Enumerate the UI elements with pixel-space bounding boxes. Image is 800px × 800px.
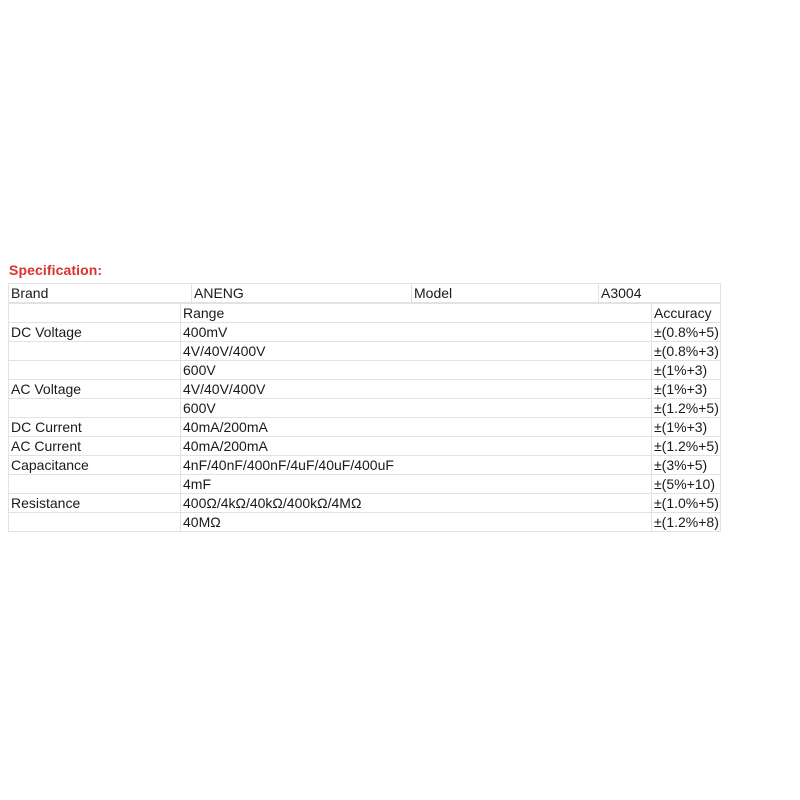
spec-header-row — [9, 304, 721, 323]
row-range: 600V — [181, 399, 652, 418]
row-accuracy: ±(3%+5) — [652, 456, 721, 475]
row-accuracy: ±(1.2%+8) — [652, 513, 721, 532]
model-value: A3004 — [599, 284, 721, 303]
header-range-label: Range — [181, 304, 652, 323]
row-accuracy: ±(0.8%+3) — [652, 342, 721, 361]
row-range: 400mV — [181, 323, 652, 342]
row-parameter — [9, 399, 181, 418]
row-range: 40mA/200mA — [181, 437, 652, 456]
row-parameter — [9, 475, 181, 494]
row-accuracy: ±(1.0%+5) — [652, 494, 721, 513]
row-accuracy: ±(1%+3) — [652, 418, 721, 437]
table-row — [9, 323, 721, 342]
row-accuracy: ±(1.2%+5) — [652, 399, 721, 418]
brand-label: Brand — [9, 284, 192, 303]
row-parameter: Capacitance — [9, 456, 181, 475]
row-parameter — [9, 361, 181, 380]
row-accuracy: ±(1%+3) — [652, 380, 721, 399]
row-parameter: AC Current — [9, 437, 181, 456]
header-accuracy-label: Accuracy — [652, 304, 721, 323]
row-range: 4V/40V/400V — [181, 342, 652, 361]
row-parameter: Resistance — [9, 494, 181, 513]
brand-value: ANENG — [192, 284, 412, 303]
table-row — [9, 475, 721, 494]
row-range: 4V/40V/400V — [181, 380, 652, 399]
row-range: 400Ω/4kΩ/40kΩ/400kΩ/4MΩ — [181, 494, 652, 513]
table-row — [9, 380, 721, 399]
row-parameter: DC Current — [9, 418, 181, 437]
table-row — [9, 456, 721, 475]
row-range: 4mF — [181, 475, 652, 494]
table-row — [9, 494, 721, 513]
table-row — [9, 342, 721, 361]
brand-model-table — [8, 283, 721, 303]
row-range: 4nF/40nF/400nF/4uF/40uF/400uF — [181, 456, 652, 475]
specification-table — [8, 303, 721, 532]
row-range: 600V — [181, 361, 652, 380]
table-row — [9, 399, 721, 418]
brand-model-row — [9, 284, 721, 303]
row-parameter: DC Voltage — [9, 323, 181, 342]
row-accuracy: ±(1%+3) — [652, 361, 721, 380]
row-accuracy: ±(0.8%+5) — [652, 323, 721, 342]
table-row — [9, 361, 721, 380]
header-parameter-cell — [9, 304, 181, 323]
row-parameter: AC Voltage — [9, 380, 181, 399]
row-parameter — [9, 513, 181, 532]
specification-title: Specification: — [9, 262, 103, 278]
table-row — [9, 513, 721, 532]
table-row — [9, 437, 721, 456]
row-range: 40MΩ — [181, 513, 652, 532]
row-parameter — [9, 342, 181, 361]
row-accuracy: ±(1.2%+5) — [652, 437, 721, 456]
row-accuracy: ±(5%+10) — [652, 475, 721, 494]
row-range: 40mA/200mA — [181, 418, 652, 437]
model-label: Model — [412, 284, 599, 303]
table-row — [9, 418, 721, 437]
